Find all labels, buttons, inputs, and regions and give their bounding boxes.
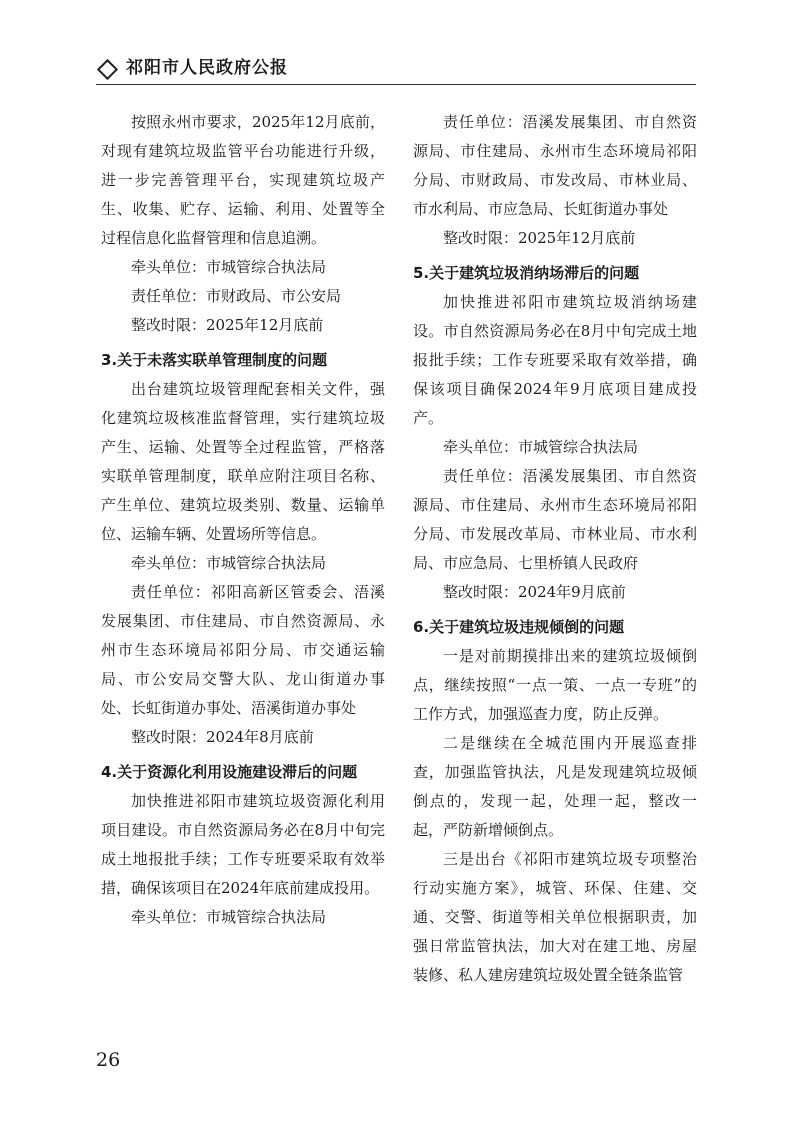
paragraph: 牵头单位：市城管综合执法局 xyxy=(131,908,327,926)
paragraph: 加快推进祁阳市建筑垃圾消纳场建设。市自然资源局务必在8月中旬完成土地报批手续；工作专班要采取有效举措，确保该项目确保2024年9月底项目建成投产。 xyxy=(413,293,697,427)
paragraph: 二是继续在全城范围内开展巡查排查，加强监管执法，凡是发现建筑垃圾倾倒点的，发现一起，处理一起，整改一起，严防新增倾倒点。 xyxy=(413,734,697,839)
paragraph: 一是对前期摸排出来的建筑垃圾倾倒点，继续按照“一点一策、一点一专班”的工作方式，加强巡查力度，防止反弹。 xyxy=(413,647,697,723)
paragraph: 牵头单位：市城管综合执法局 xyxy=(131,554,327,572)
right-column xyxy=(413,108,697,990)
paragraph: 整改时限：2024年8月底前 xyxy=(131,728,314,746)
header-rule xyxy=(96,84,696,85)
paragraph: 整改时限：2025年12月底前 xyxy=(131,316,324,334)
paragraph: 出台建筑垃圾管理配套相关文件，强化建筑垃圾核准监督管理，实行建筑垃圾产生、运输、处置等全过程监管，严格落实联单管理制度，联单应附注项目名称、产生单位、建筑垃圾类别、数量、运输单位、运输车辆、处置场所等信息。 xyxy=(101,380,385,543)
page-header xyxy=(96,56,696,84)
section-heading: 3.关于未落实联单管理制度的问题 xyxy=(101,351,328,369)
publication-title: 祁阳市人民政府公报 xyxy=(126,58,288,78)
paragraph: 责任单位：浯溪发展集团、市自然资源局、市住建局、永州市生态环境局祁阳分局、市财政局、市发改局、市林业局、市水利局、市应急局、长虹街道办事处 xyxy=(413,113,697,218)
paragraph: 三是出台《祁阳市建筑垃圾专项整治行动实施方案》，城管、环保、住建、交通、交警、街道等相关单位根据职责，加强日常监管执法，加大对在建工地、房屋装修、私人建房建筑垃圾处置全链条监管 xyxy=(413,850,697,984)
paragraph: 加快推进祁阳市建筑垃圾资源化利用项目建设。市自然资源局务必在8月中旬完成土地报批手续；工作专班要采取有效举措，确保该项目在2024年底前建成投用。 xyxy=(101,792,385,897)
section-heading: 6.关于建筑垃圾违规倾倒的问题 xyxy=(413,618,625,636)
section-heading: 5.关于建筑垃圾消纳场滞后的问题 xyxy=(413,264,640,282)
paragraph: 牵头单位：市城管综合执法局 xyxy=(443,438,639,456)
paragraph: 责任单位：浯溪发展集团、市自然资源局、市住建局、永州市生态环境局祁阳分局、市发展改革局、市林业局、市水利局、市应急局、七里桥镇人民政府 xyxy=(413,467,697,572)
left-column xyxy=(101,108,385,932)
paragraph: 按照永州市要求，2025年12月底前，对现有建筑垃圾监管平台功能进行升级，进一步完善管理平台，实现建筑垃圾产生、收集、贮存、运输、利用、处置等全过程信息化监督管理和信息追溯。 xyxy=(101,113,385,247)
paragraph: 整改时限：2025年12月底前 xyxy=(443,229,636,247)
diamond-icon xyxy=(97,59,118,80)
paragraph: 责任单位：祁阳高新区管委会、浯溪发展集团、市住建局、市自然资源局、永州市生态环境局祁阳分局、市交通运输局、市公安局交警大队、龙山街道办事处、长虹街道办事处、浯溪街道办事处 xyxy=(101,583,385,717)
paragraph: 责任单位：市财政局、市公安局 xyxy=(131,287,342,305)
page-number: 26 xyxy=(96,1049,121,1071)
paragraph: 整改时限：2024年9月底前 xyxy=(443,583,626,601)
paragraph: 牵头单位：市城管综合执法局 xyxy=(131,258,327,276)
section-heading: 4.关于资源化利用设施建设滞后的问题 xyxy=(101,763,358,781)
